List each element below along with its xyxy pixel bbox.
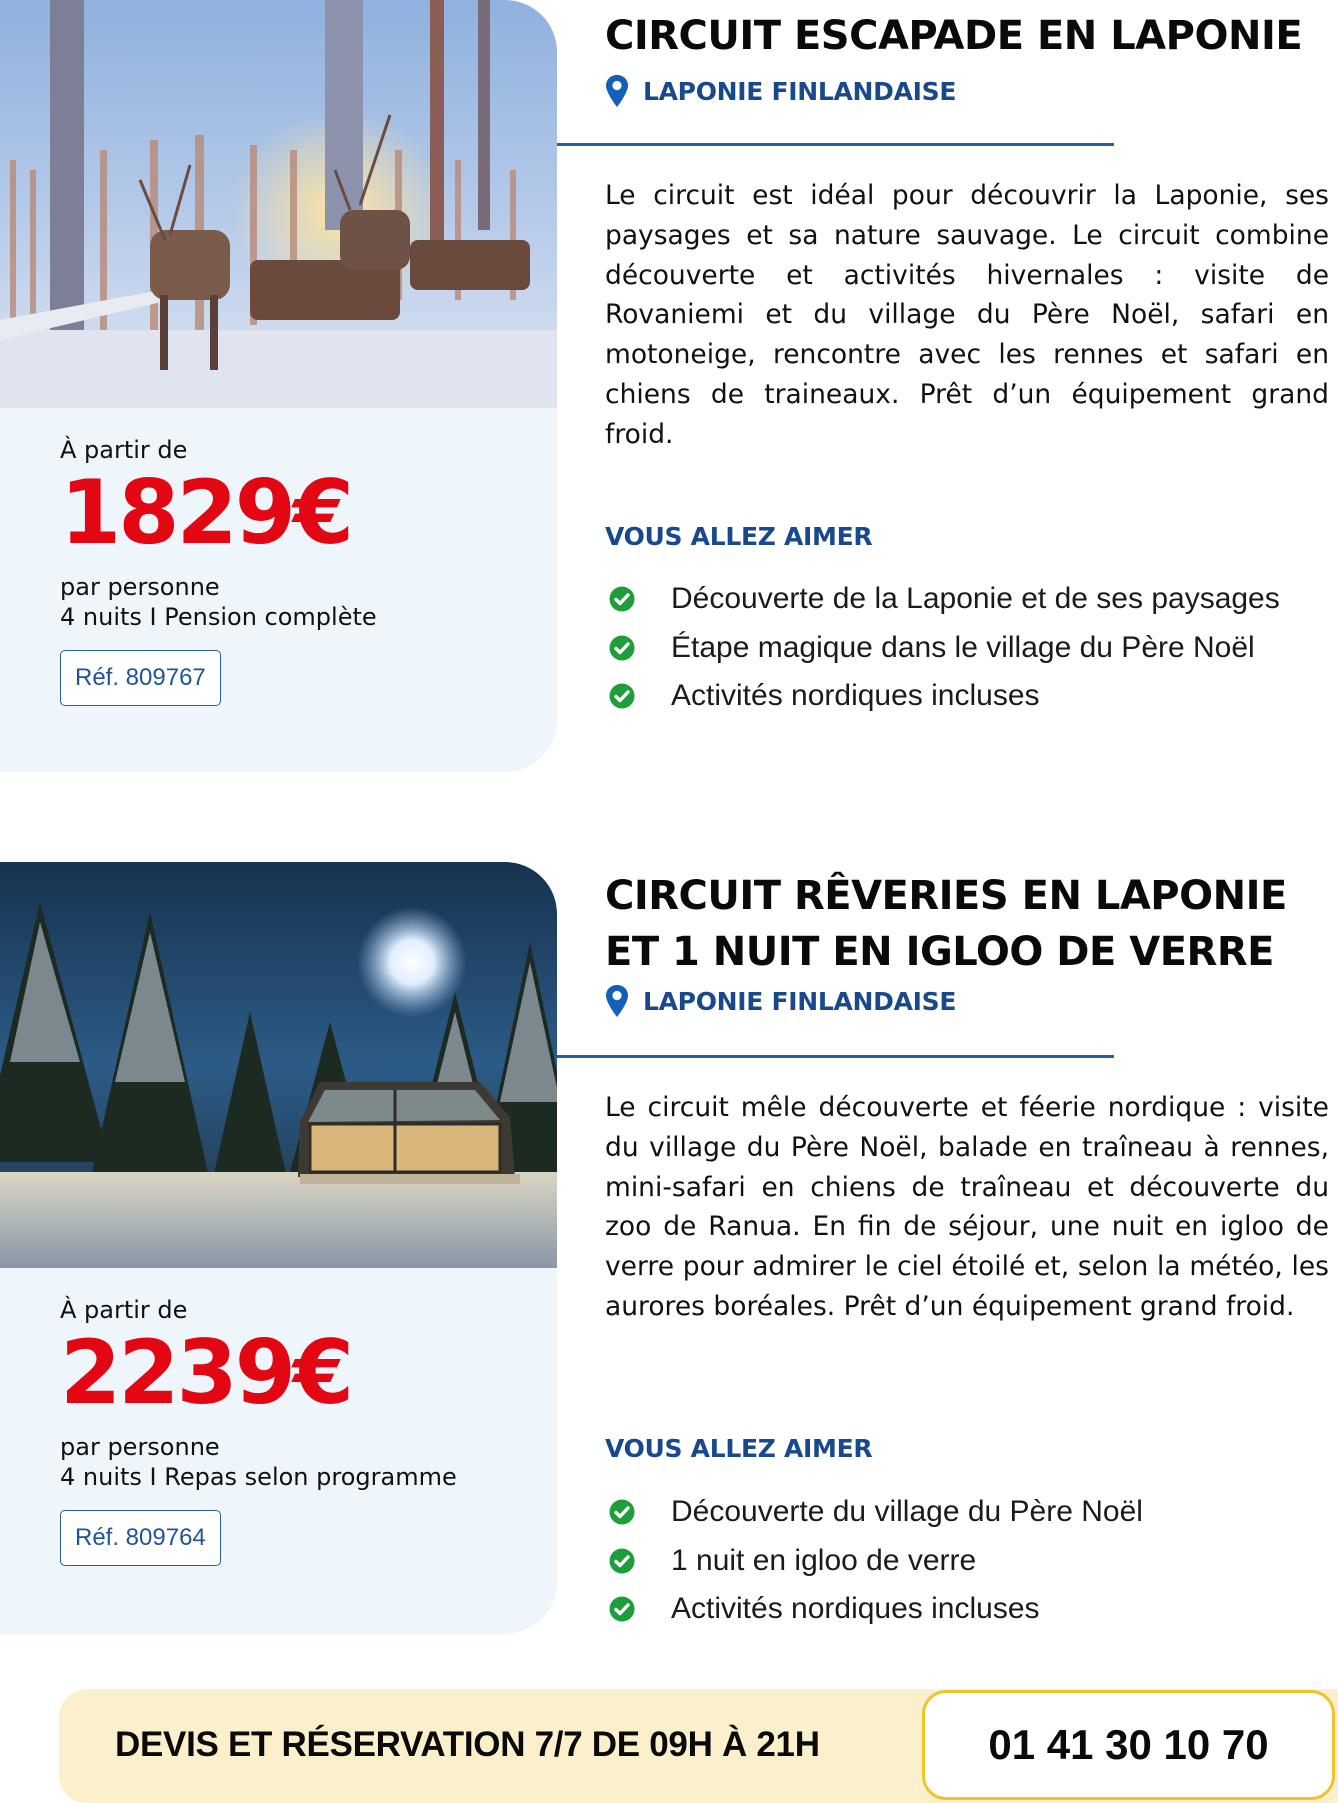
offer-title-line: CIRCUIT ESCAPADE EN LAPONIE (605, 13, 1303, 59)
price-unit: par personne (60, 1433, 220, 1461)
location (605, 984, 956, 1018)
location (605, 74, 956, 108)
check-circle-icon (609, 1548, 635, 1574)
offer-title (605, 868, 1287, 980)
highlights-title: VOUS ALLEZ AIMER (605, 522, 873, 551)
offer-card-1 (0, 0, 557, 772)
highlight-text: Découverte du village du Père Noël (671, 1495, 1143, 1529)
highlight-item (609, 672, 1280, 721)
highlights-title: VOUS ALLEZ AIMER (605, 1434, 873, 1463)
stay-details: 4 nuits I Repas selon programme (60, 1463, 457, 1491)
location-label: LAPONIE FINLANDAISE (643, 76, 957, 106)
offer-title-line: ET 1 NUIT EN IGLOO DE VERRE (605, 929, 1274, 975)
price-value: 1829€ (60, 461, 352, 564)
offer-description: Le circuit mêle découverte et féerie nordique : visite du village du Père Noël, balade en traîneau à rennes, mini-safari en chiens de traîneau et découverte du zoo de Ranua. En fin de séjour, une nuit en igloo de verre pour admirer le ciel étoilé et, selon la météo, les aurores boréales. Prêt d’un équipement grand froid. (605, 1092, 1329, 1322)
section-divider (557, 143, 1114, 146)
highlight-item (609, 1537, 1143, 1586)
reference-badge: Réf. 809767 (60, 650, 221, 706)
stay-details: 4 nuits I Pension complète (60, 603, 377, 631)
offer-title-line: CIRCUIT RÊVERIES EN LAPONIE (605, 873, 1287, 919)
booking-hours-label: DEVIS ET RÉSERVATION 7/7 DE 09H À 21H (115, 1725, 820, 1764)
highlight-text: Étape magique dans le village du Père Noël (671, 630, 1255, 664)
highlight-item (609, 624, 1280, 673)
map-pin-icon (605, 984, 629, 1018)
price-prefix: À partir de (60, 1296, 188, 1324)
offer-description: Le circuit est idéal pour découvrir la Laponie, ses paysages et sa nature sauvage. Le circuit combine découverte et activités hivernales : visite de Rovaniemi et du village du Père Noël, safari en motoneige, rencontre avec les rennes et safari en chiens de traineaux. Prêt d’un équipement grand froid. (605, 180, 1329, 450)
phone-number[interactable]: 01 41 30 10 70 (988, 1721, 1269, 1768)
offer-photo-glass-igloo (0, 862, 557, 1268)
highlight-text: Activités nordiques incluses (671, 1592, 1040, 1626)
highlight-item (609, 1585, 1143, 1634)
location-label: LAPONIE FINLANDAISE (643, 986, 957, 1016)
highlight-text: 1 nuit en igloo de verre (671, 1543, 977, 1577)
offer-details-1 (557, 0, 1338, 772)
phone-number-box[interactable] (922, 1690, 1335, 1800)
highlight-text: Activités nordiques incluses (671, 679, 1040, 713)
check-circle-icon (609, 586, 635, 612)
highlights-list (609, 1488, 1143, 1634)
reference-badge: Réf. 809764 (60, 1510, 221, 1566)
price-value: 2239€ (60, 1321, 352, 1424)
offer-details-2 (557, 862, 1338, 1634)
offer-card-2 (0, 862, 557, 1634)
highlights-list (609, 575, 1280, 721)
highlight-item (609, 1488, 1143, 1537)
check-circle-icon (609, 1499, 635, 1525)
price-prefix: À partir de (60, 436, 188, 464)
check-circle-icon (609, 683, 635, 709)
check-circle-icon (609, 635, 635, 661)
offer-photo-reindeer (0, 0, 557, 408)
highlight-item (609, 575, 1280, 624)
section-divider (557, 1055, 1114, 1058)
price-details (60, 1432, 457, 1492)
offer-title (605, 8, 1302, 64)
check-circle-icon (609, 1596, 635, 1622)
map-pin-icon (605, 74, 629, 108)
price-unit: par personne (60, 573, 220, 601)
price-details (60, 572, 377, 632)
highlight-text: Découverte de la Laponie et de ses paysages (671, 582, 1280, 616)
